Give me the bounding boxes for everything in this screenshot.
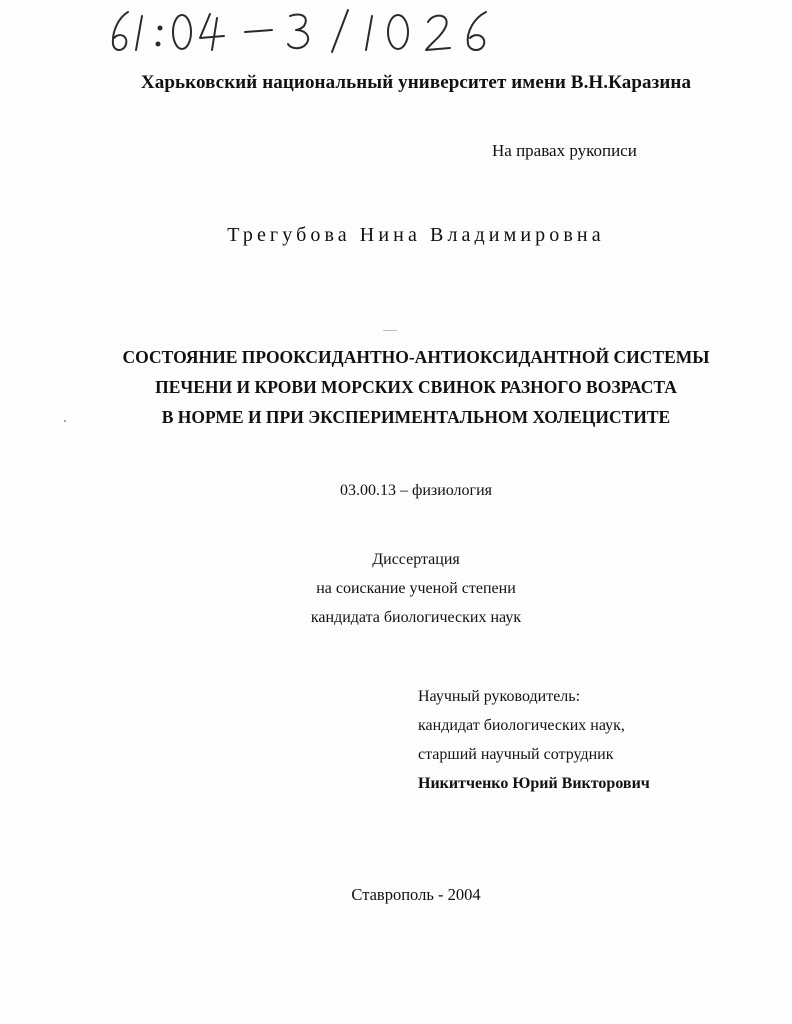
scan-speck (64, 420, 66, 422)
handwritten-number-drawing (100, 6, 510, 56)
supervisor-name: Никитченко Юрий Викторович (418, 775, 650, 792)
dissertation-line: на соискание ученой степени (316, 580, 516, 597)
supervisor-position: старший научный сотрудник (418, 746, 614, 763)
handwritten-catalog-number (100, 6, 510, 56)
supervisor-degree: кандидат биологических наук, (418, 717, 625, 734)
specialty-code: 03.00.13 – физиология (339, 482, 493, 499)
supervisor-block (418, 682, 650, 798)
dissertation-title (0, 342, 792, 432)
rights-note: На правах рукописи (492, 141, 637, 160)
university-name: Харьковский национальный университет имени В.Н.Каразина (140, 72, 692, 93)
supervisor-label: Научный руководитель: (418, 688, 581, 705)
dissertation-type (0, 545, 792, 632)
dissertation-line: кандидата биологических наук (310, 609, 522, 626)
scan-speck (383, 330, 397, 331)
title-line: ПЕЧЕНИ И КРОВИ МОРСКИХ СВИНОК РАЗНОГО ВОЗРАСТА (155, 377, 677, 397)
city-year: Ставрополь - 2004 (351, 885, 481, 904)
author-name: Трегубова Нина Владимировна (227, 224, 605, 246)
title-line: СОСТОЯНИЕ ПРООКСИДАНТНО-АНТИОКСИДАНТНОЙ СИСТЕМЫ (122, 347, 710, 367)
title-line: В НОРМЕ И ПРИ ЭКСПЕРИМЕНТАЛЬНОМ ХОЛЕЦИСТИТЕ (161, 407, 671, 427)
dissertation-line: Диссертация (372, 551, 460, 568)
